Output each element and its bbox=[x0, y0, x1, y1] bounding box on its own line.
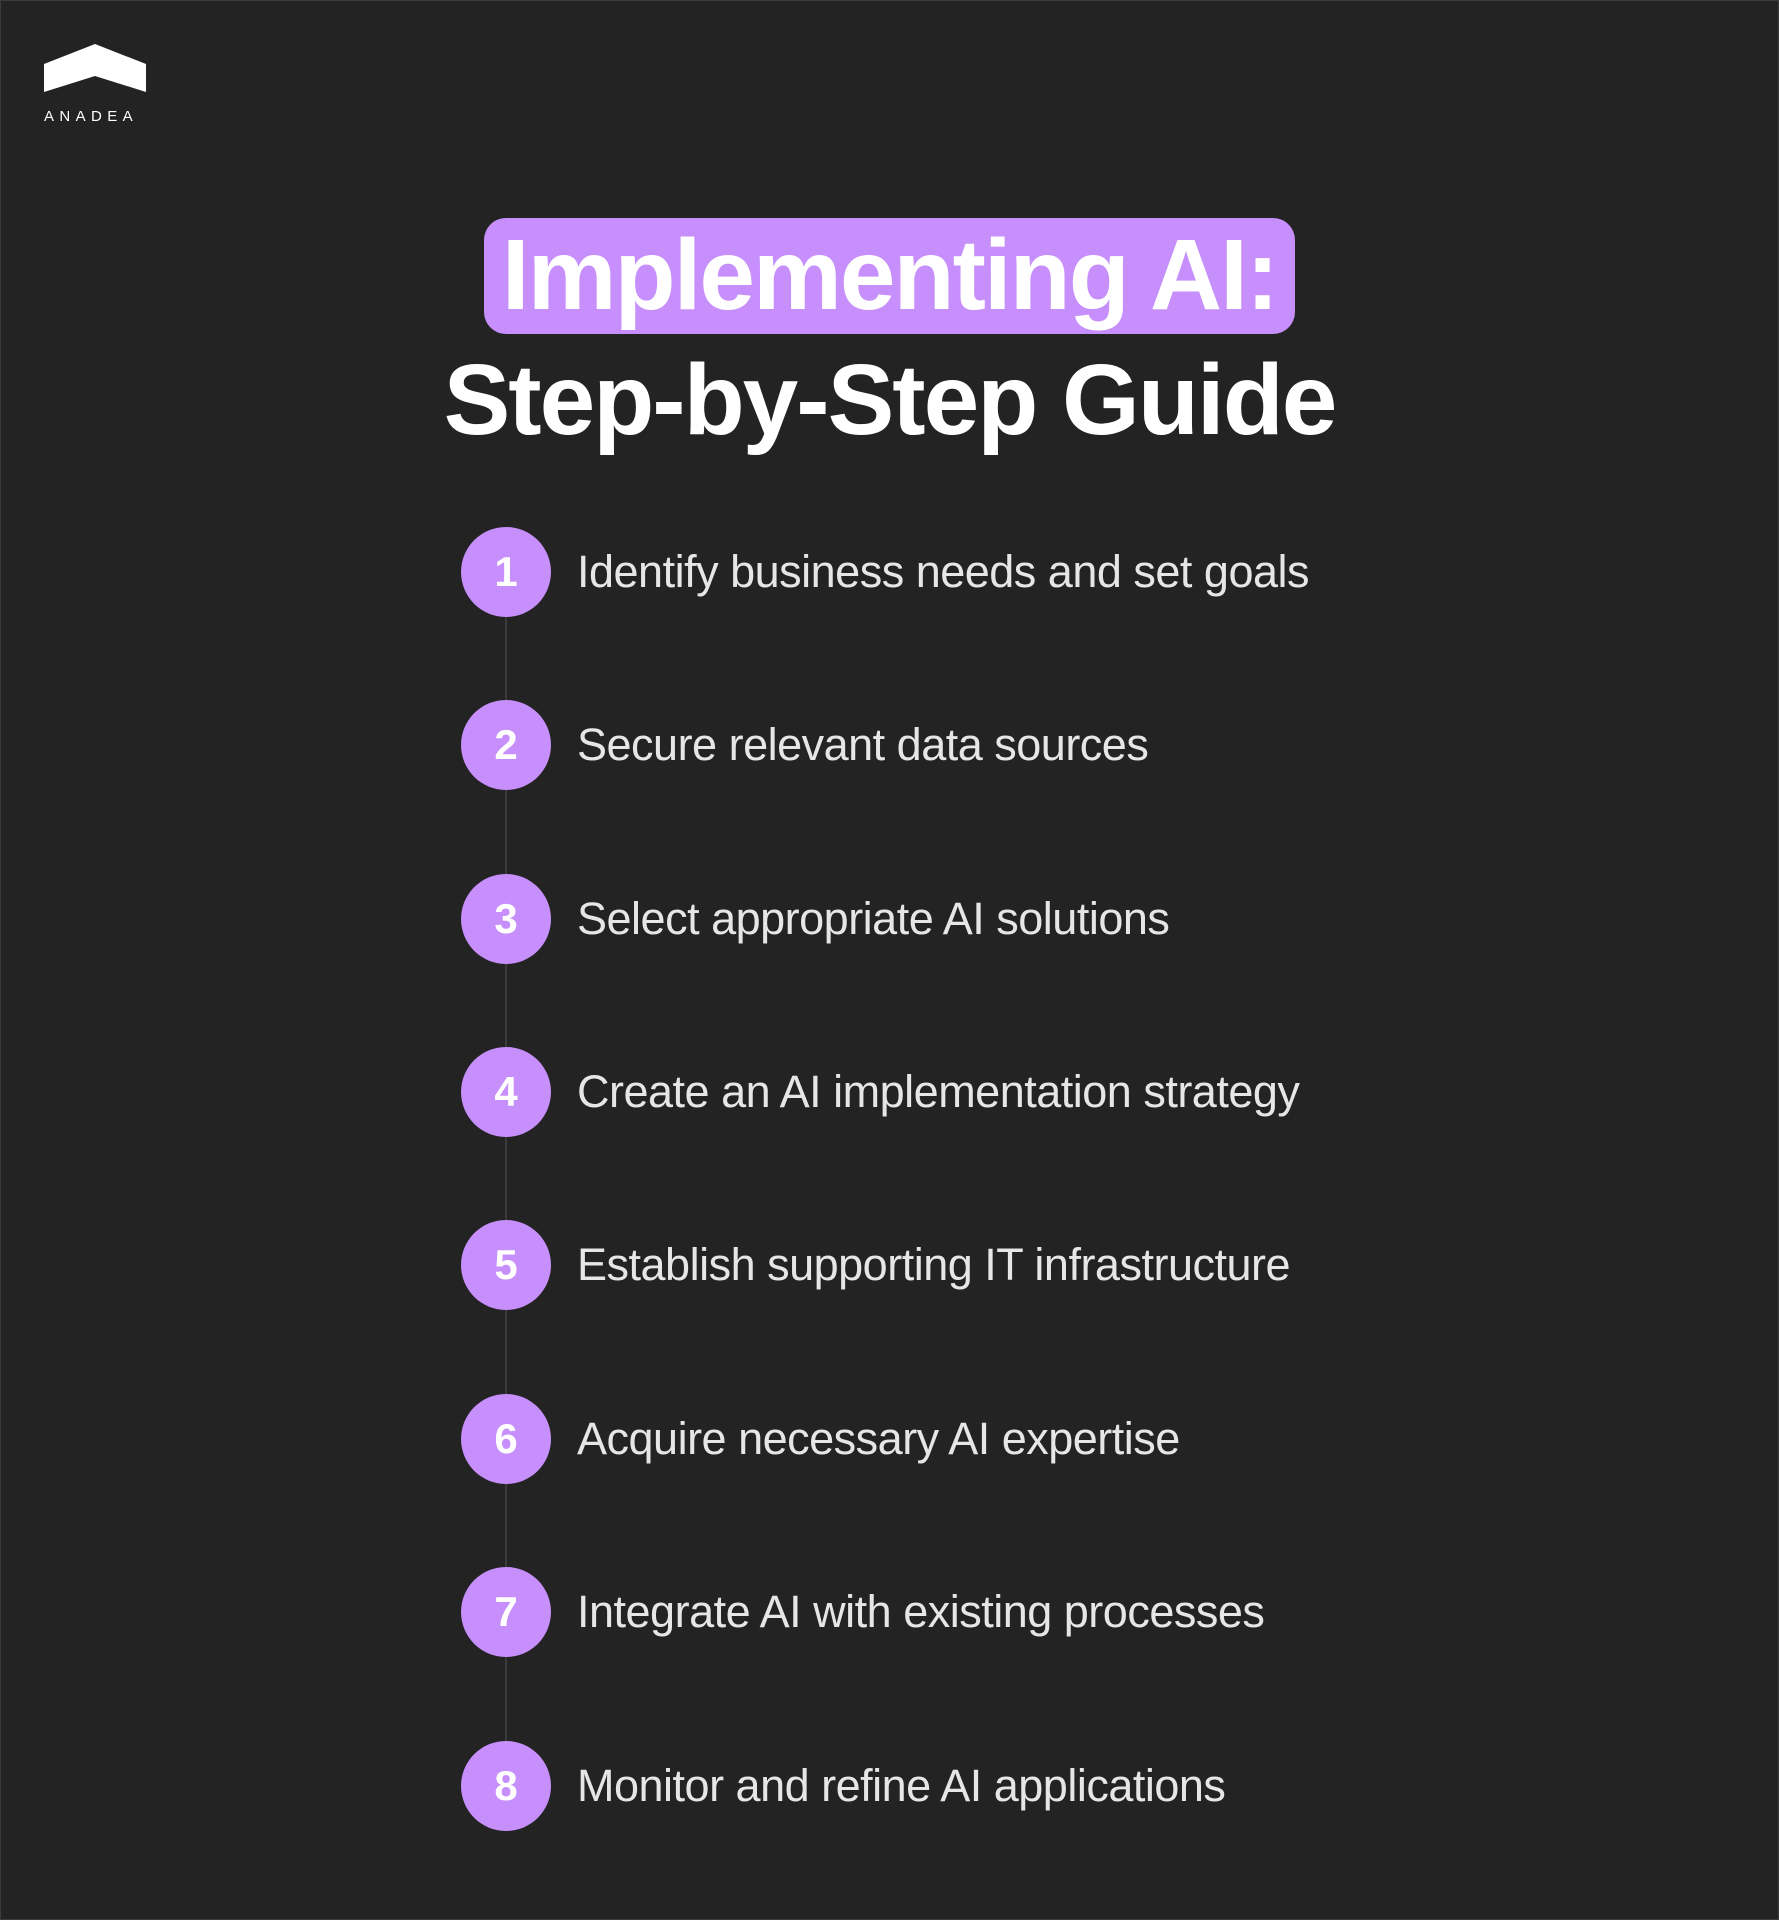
step-item bbox=[461, 1741, 1361, 1831]
step-number-badge: 1 bbox=[461, 527, 551, 617]
title-subtitle: Step-by-Step Guide bbox=[443, 344, 1336, 456]
step-item bbox=[461, 1394, 1361, 1484]
title-highlight: Implementing AI: bbox=[484, 218, 1295, 334]
step-number-badge: 3 bbox=[461, 874, 551, 964]
step-number-badge: 6 bbox=[461, 1394, 551, 1484]
step-label: Monitor and refine AI applications bbox=[577, 1760, 1226, 1811]
step-item bbox=[461, 1567, 1361, 1657]
step-item bbox=[461, 700, 1361, 790]
step-number-badge: 8 bbox=[461, 1741, 551, 1831]
roof-logo-icon bbox=[44, 44, 146, 92]
step-label: Secure relevant data sources bbox=[577, 719, 1149, 770]
anadea-logo bbox=[44, 44, 146, 125]
step-label: Select appropriate AI solutions bbox=[577, 893, 1170, 944]
step-number-badge: 7 bbox=[461, 1567, 551, 1657]
step-number-badge: 5 bbox=[461, 1220, 551, 1310]
step-label: Acquire necessary AI expertise bbox=[577, 1413, 1180, 1464]
steps-list bbox=[461, 527, 1361, 1831]
step-label: Integrate AI with existing processes bbox=[577, 1586, 1265, 1637]
step-label: Create an AI implementation strategy bbox=[577, 1066, 1300, 1117]
step-item bbox=[461, 1220, 1361, 1310]
step-item bbox=[461, 527, 1361, 617]
step-item bbox=[461, 874, 1361, 964]
step-item bbox=[461, 1047, 1361, 1137]
step-number-badge: 2 bbox=[461, 700, 551, 790]
step-label: Establish supporting IT infrastructure bbox=[577, 1239, 1291, 1290]
step-number-badge: 4 bbox=[461, 1047, 551, 1137]
page-title bbox=[0, 218, 1779, 456]
step-label: Identify business needs and set goals bbox=[577, 546, 1309, 597]
logo-wordmark: ANADEA bbox=[44, 108, 139, 125]
